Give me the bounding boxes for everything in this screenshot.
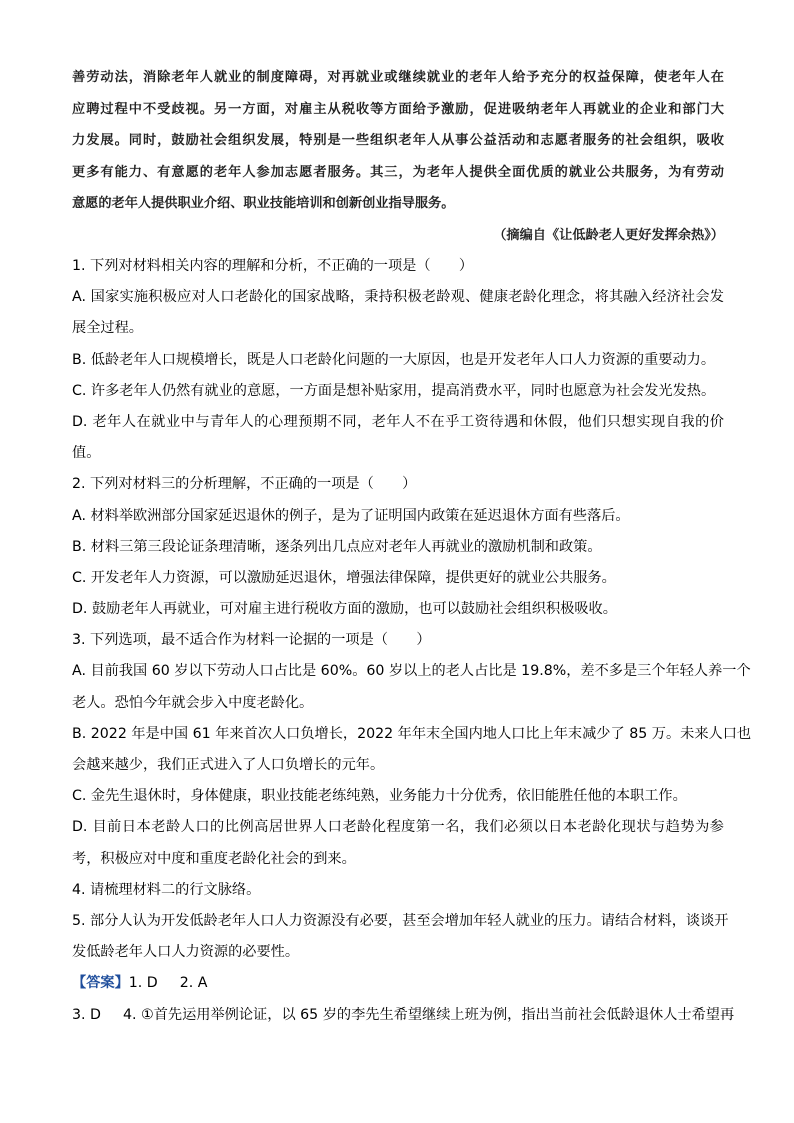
option-c: C. 开发老年人力资源，可以激励延迟退休，增强法律保障，提供更好的就业公共服务。 <box>72 569 616 586</box>
question-2 <box>72 469 724 625</box>
question-5 <box>72 906 729 968</box>
option-a: A. 国家实施积极应对人口老龄化的国家战略，秉持积极老龄观、健康老龄化理念，将其融入经济社会发 <box>72 289 724 306</box>
option-a-continued: 展全过程。 <box>72 320 143 337</box>
option-a: A. 目前我国 60 岁以下劳动人口占比是 60%。60 岁以上的老人占比是 19.8%，差不多是三个年轻人养一个 <box>72 663 751 680</box>
passage-line: 善劳动法，消除老年人就业的制度障碍，对再就业或继续就业的老年人给予充分的权益保障，使老年人在 <box>72 70 724 85</box>
option-b: B. 2022 年是中国 61 年来首次人口负增长，2022 年年末全国内地人口比上年末减少了 85 万。未来人口也 <box>72 725 752 742</box>
answer-line <box>72 968 724 999</box>
option-b: B. 材料三第三段论证条理清晰，逐条列出几点应对老年人再就业的激励机制和政策。 <box>72 538 602 555</box>
passage-line: 力发展。同时，鼓励社会组织发展，特别是一些组织老年人从事公益活动和志愿者服务的社会组织，吸收 <box>72 133 724 148</box>
question-4 <box>72 875 724 906</box>
option-d: D. 目前日本老龄人口的比例高居世界人口老龄化程度第一名，我们必须以日本老龄化现状与趋势为参 <box>72 819 724 836</box>
answer-line <box>72 1000 735 1031</box>
option-b: B. 低龄老年人口规模增长，既是人口老龄化问题的一大原因，也是开发老年人口人力资源的重要动力。 <box>72 351 716 368</box>
question-stem-continued: 发低龄老年人口人力资源的必要性。 <box>72 944 300 961</box>
answer-block <box>72 968 735 1030</box>
option-c: C. 金先生退休时，身体健康，职业技能老练纯熟，业务能力十分优秀，依旧能胜任他的本职工作。 <box>72 788 687 805</box>
answer-tag: 【答案】 <box>72 975 129 992</box>
option-d-continued: 值。 <box>72 445 101 462</box>
questions-section <box>72 251 752 1031</box>
option-d: D. 老年人在就业中与青年人的心理预期不同，老年人不在乎工资待遇和休假，他们只想实现自我的价 <box>72 413 724 430</box>
question-stem: 1. 下列对材料相关内容的理解和分析，不正确的一项是（ ） <box>72 258 474 274</box>
option-d-continued: 考，积极应对中度和重度老龄化社会的到来。 <box>72 850 356 867</box>
option-a-continued: 老人。恐怕今年就会步入中度老龄化。 <box>72 694 314 711</box>
material-passage <box>72 62 724 251</box>
option-a: A. 材料举欧洲部分国家延迟退休的例子，是为了证明国内政策在延迟退休方面有些落后。 <box>72 507 630 524</box>
passage-line: 应聘过程中不受歧视。另一方面，对雇主从税收等方面给予激励，促进吸纳老年人再就业的企业和部门大 <box>72 101 724 117</box>
passage-source: （摘编自《让低龄老人更好发挥余热》） <box>493 227 724 243</box>
option-c: C. 许多老年人仍然有就业的意愿，一方面是想补贴家用，提高消费水平，同时也愿意为社会发光发热。 <box>72 382 716 399</box>
option-d: D. 鼓励老年人再就业，可对雇主进行税收方面的激励，也可以鼓励社会组织积极吸收。 <box>72 601 617 618</box>
answer-2: 2. A <box>179 975 208 992</box>
question-stem: 4. 请梳理材料二的行文脉络。 <box>72 881 261 898</box>
question-1 <box>72 251 724 469</box>
answer-1: 1. D <box>128 975 158 992</box>
question-3 <box>72 625 752 875</box>
answer-3: 3. D <box>72 1006 101 1023</box>
question-stem: 5. 部分人认为开发低龄老年人口人力资源没有必要，甚至会增加年轻人就业的压力。请结合材料，谈谈开 <box>72 912 729 929</box>
option-b-continued: 会越来越少，我们正式进入了人口负增长的元年。 <box>72 757 385 773</box>
answer-4: 4. ①首先运用举例论证，以 65 岁的李先生希望继续上班为例，指出当前社会低龄退休人士希望再 <box>122 1006 735 1023</box>
question-stem: 3. 下列选项，最不适合作为材料一论据的一项是（ ） <box>72 632 431 649</box>
passage-line: 意愿的老年人提供职业介绍、职业技能培训和创新创业指导服务。 <box>72 196 455 211</box>
question-stem: 2. 下列对材料三的分析理解，不正确的一项是（ ） <box>72 476 417 493</box>
passage-line: 更多有能力、有意愿的老年人参加志愿者服务。其三，为老年人提供全面优质的就业公共服务，为有劳动 <box>72 164 724 180</box>
